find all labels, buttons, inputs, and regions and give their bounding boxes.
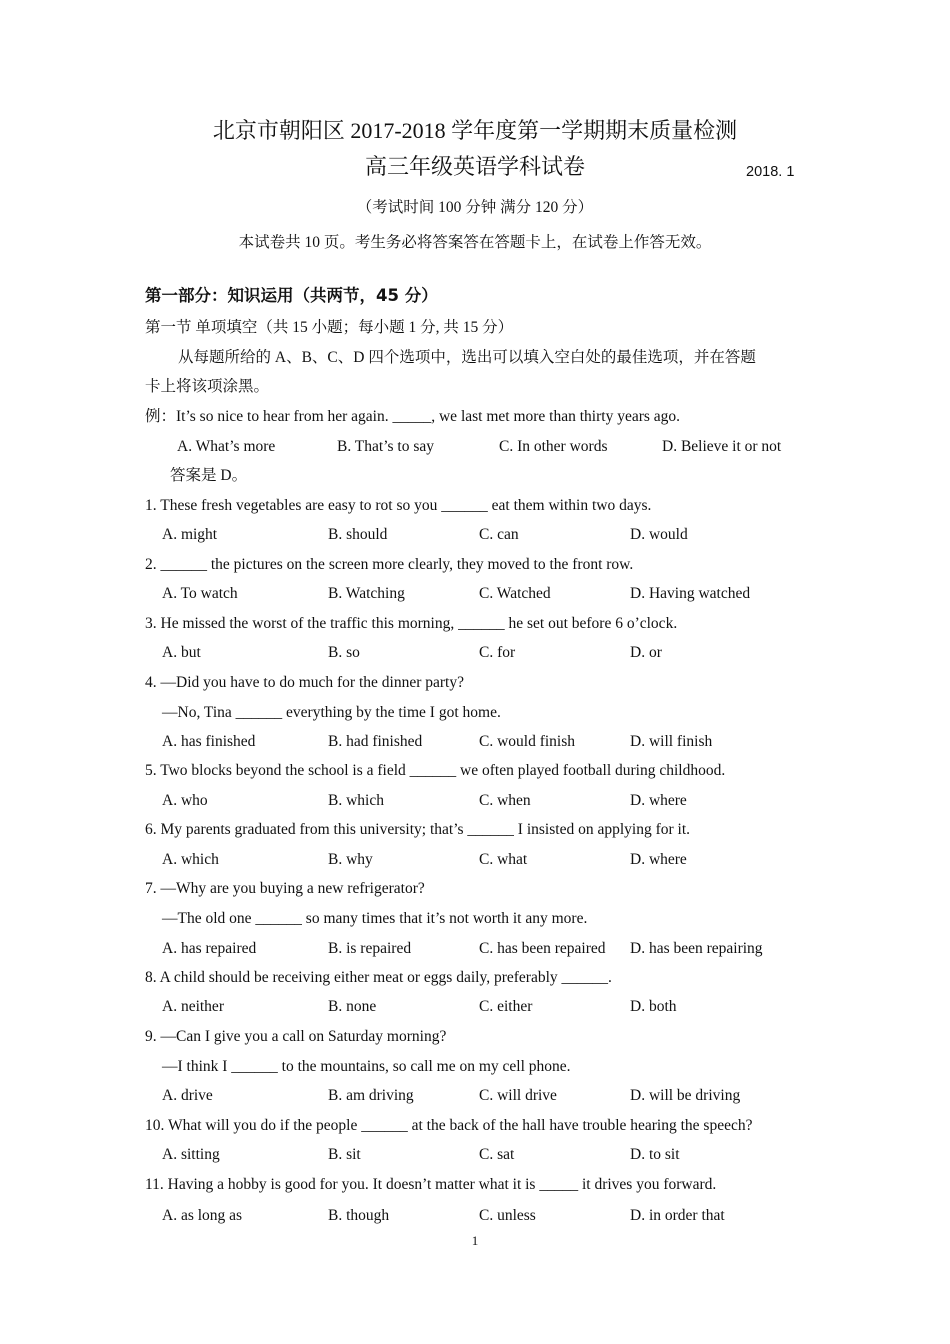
exam-title-line1: 北京市朝阳区 2017-2018 学年度第一学期期末质量检测 xyxy=(212,118,738,143)
question-dialogue-line: —No, Tina ______ everything by the time I got home. xyxy=(162,704,501,721)
question-option-c: C. will drive xyxy=(479,1087,557,1104)
question-option-b: B. am driving xyxy=(328,1087,414,1104)
question-option-b: B. so xyxy=(328,644,360,661)
question-option-c: C. has been repaired xyxy=(479,940,606,957)
question-option-b: B. Watching xyxy=(328,585,405,602)
question-option-d: D. has been repairing xyxy=(630,940,763,957)
exam-notice: 本试卷共 10 页。考生务必将答案答在答题卡上，在试卷上作答无效。 xyxy=(238,234,712,251)
question-option-c: C. what xyxy=(479,851,528,868)
example-option-b: B. That’s to say xyxy=(337,438,435,455)
question-option-a: A. but xyxy=(162,644,201,661)
question-option-c: C. either xyxy=(479,998,533,1015)
question-stem: 1. These fresh vegetables are easy to rot so you ______ eat them within two days. xyxy=(145,497,652,514)
question-option-a: A. To watch xyxy=(162,585,238,602)
question-option-a: A. sitting xyxy=(162,1146,220,1163)
question-option-d: D. to sit xyxy=(630,1146,680,1163)
instruction-line1: 从每题所给的 A、B、C、D 四个选项中，选出可以填入空白处的最佳选项，并在答题 xyxy=(178,349,756,366)
part1-heading: 第一部分：知识运用（共两节，45 分） xyxy=(145,286,438,305)
question-option-d: D. will finish xyxy=(630,733,713,750)
question-option-d: D. where xyxy=(630,851,687,868)
question-option-a: A. drive xyxy=(162,1087,213,1104)
question-option-c: C. sat xyxy=(479,1146,515,1163)
exam-date: 2018. 1 xyxy=(746,164,795,180)
question-stem: 4. —Did you have to do much for the dinner party? xyxy=(145,674,464,691)
exam-info: （考试时间 100 分钟 满分 120 分） xyxy=(356,199,594,216)
question-option-d: D. would xyxy=(630,526,688,543)
question-stem: 5. Two blocks beyond the school is a field ______ we often played football during childhood. xyxy=(145,762,726,779)
question-option-a: A. as long as xyxy=(162,1207,243,1224)
question-option-b: B. though xyxy=(328,1207,390,1224)
question-stem: 3. He missed the worst of the traffic this morning, ______ he set out before 6 o’clock. xyxy=(145,615,678,632)
question-stem: 2. ______ the pictures on the screen more clearly, they moved to the front row. xyxy=(145,556,634,573)
example-option-d: D. Believe it or not xyxy=(662,438,782,455)
question-option-b: B. had finished xyxy=(328,733,423,750)
question-dialogue-line: —I think I ______ to the mountains, so call me on my cell phone. xyxy=(162,1058,571,1075)
example-stem: 例：It’s so nice to hear from her again. _____, we last met more than thirty years ago. xyxy=(145,408,681,425)
question-option-b: B. why xyxy=(328,851,373,868)
question-option-d: D. where xyxy=(630,792,687,809)
question-option-a: A. which xyxy=(162,851,219,868)
question-option-d: D. both xyxy=(630,998,677,1015)
question-option-c: C. when xyxy=(479,792,531,809)
question-stem: 7. —Why are you buying a new refrigerator? xyxy=(145,880,425,897)
question-option-d: D. Having watched xyxy=(630,585,751,602)
section1-heading: 第一节 单项填空（共 15 小题；每小题 1 分, 共 15 分） xyxy=(145,319,514,336)
question-option-c: C. would finish xyxy=(479,733,576,750)
question-option-a: A. has repaired xyxy=(162,940,257,957)
example-option-c: C. In other words xyxy=(499,438,608,455)
page-number: 1 xyxy=(471,1233,479,1248)
question-option-d: D. in order that xyxy=(630,1207,725,1224)
question-stem: 6. My parents graduated from this university; that’s ______ I insisted on applying for it. xyxy=(145,821,691,838)
question-option-b: B. is repaired xyxy=(328,940,412,957)
question-option-b: B. which xyxy=(328,792,384,809)
example-answer: 答案是 D。 xyxy=(170,467,248,484)
question-option-a: A. might xyxy=(162,526,218,543)
exam-title-line2: 高三年级英语学科试卷 xyxy=(364,154,585,179)
question-stem: 10. What will you do if the people ______ at the back of the hall have trouble hearing the speech? xyxy=(145,1117,753,1134)
question-stem: 9. —Can I give you a call on Saturday morning? xyxy=(145,1028,447,1045)
question-option-c: C. for xyxy=(479,644,516,661)
question-option-c: C. unless xyxy=(479,1207,536,1224)
question-option-b: B. none xyxy=(328,998,377,1015)
question-option-b: B. should xyxy=(328,526,388,543)
question-option-a: A. who xyxy=(162,792,208,809)
question-dialogue-line: —The old one ______ so many times that it’s not worth it any more. xyxy=(162,910,588,927)
question-option-a: A. neither xyxy=(162,998,224,1015)
question-stem: 11. Having a hobby is good for you. It doesn’t matter what it is _____ it drives you forward. xyxy=(145,1176,717,1193)
question-option-a: A. has finished xyxy=(162,733,256,750)
question-option-d: D. will be driving xyxy=(630,1087,741,1104)
instruction-line2: 卡上将该项涂黑。 xyxy=(145,378,270,395)
question-option-c: C. can xyxy=(479,526,519,543)
question-option-b: B. sit xyxy=(328,1146,361,1163)
question-option-d: D. or xyxy=(630,644,662,661)
example-option-a: A. What’s more xyxy=(177,438,276,455)
question-option-c: C. Watched xyxy=(479,585,551,602)
question-stem: 8. A child should be receiving either meat or eggs daily, preferably ______. xyxy=(145,969,612,986)
